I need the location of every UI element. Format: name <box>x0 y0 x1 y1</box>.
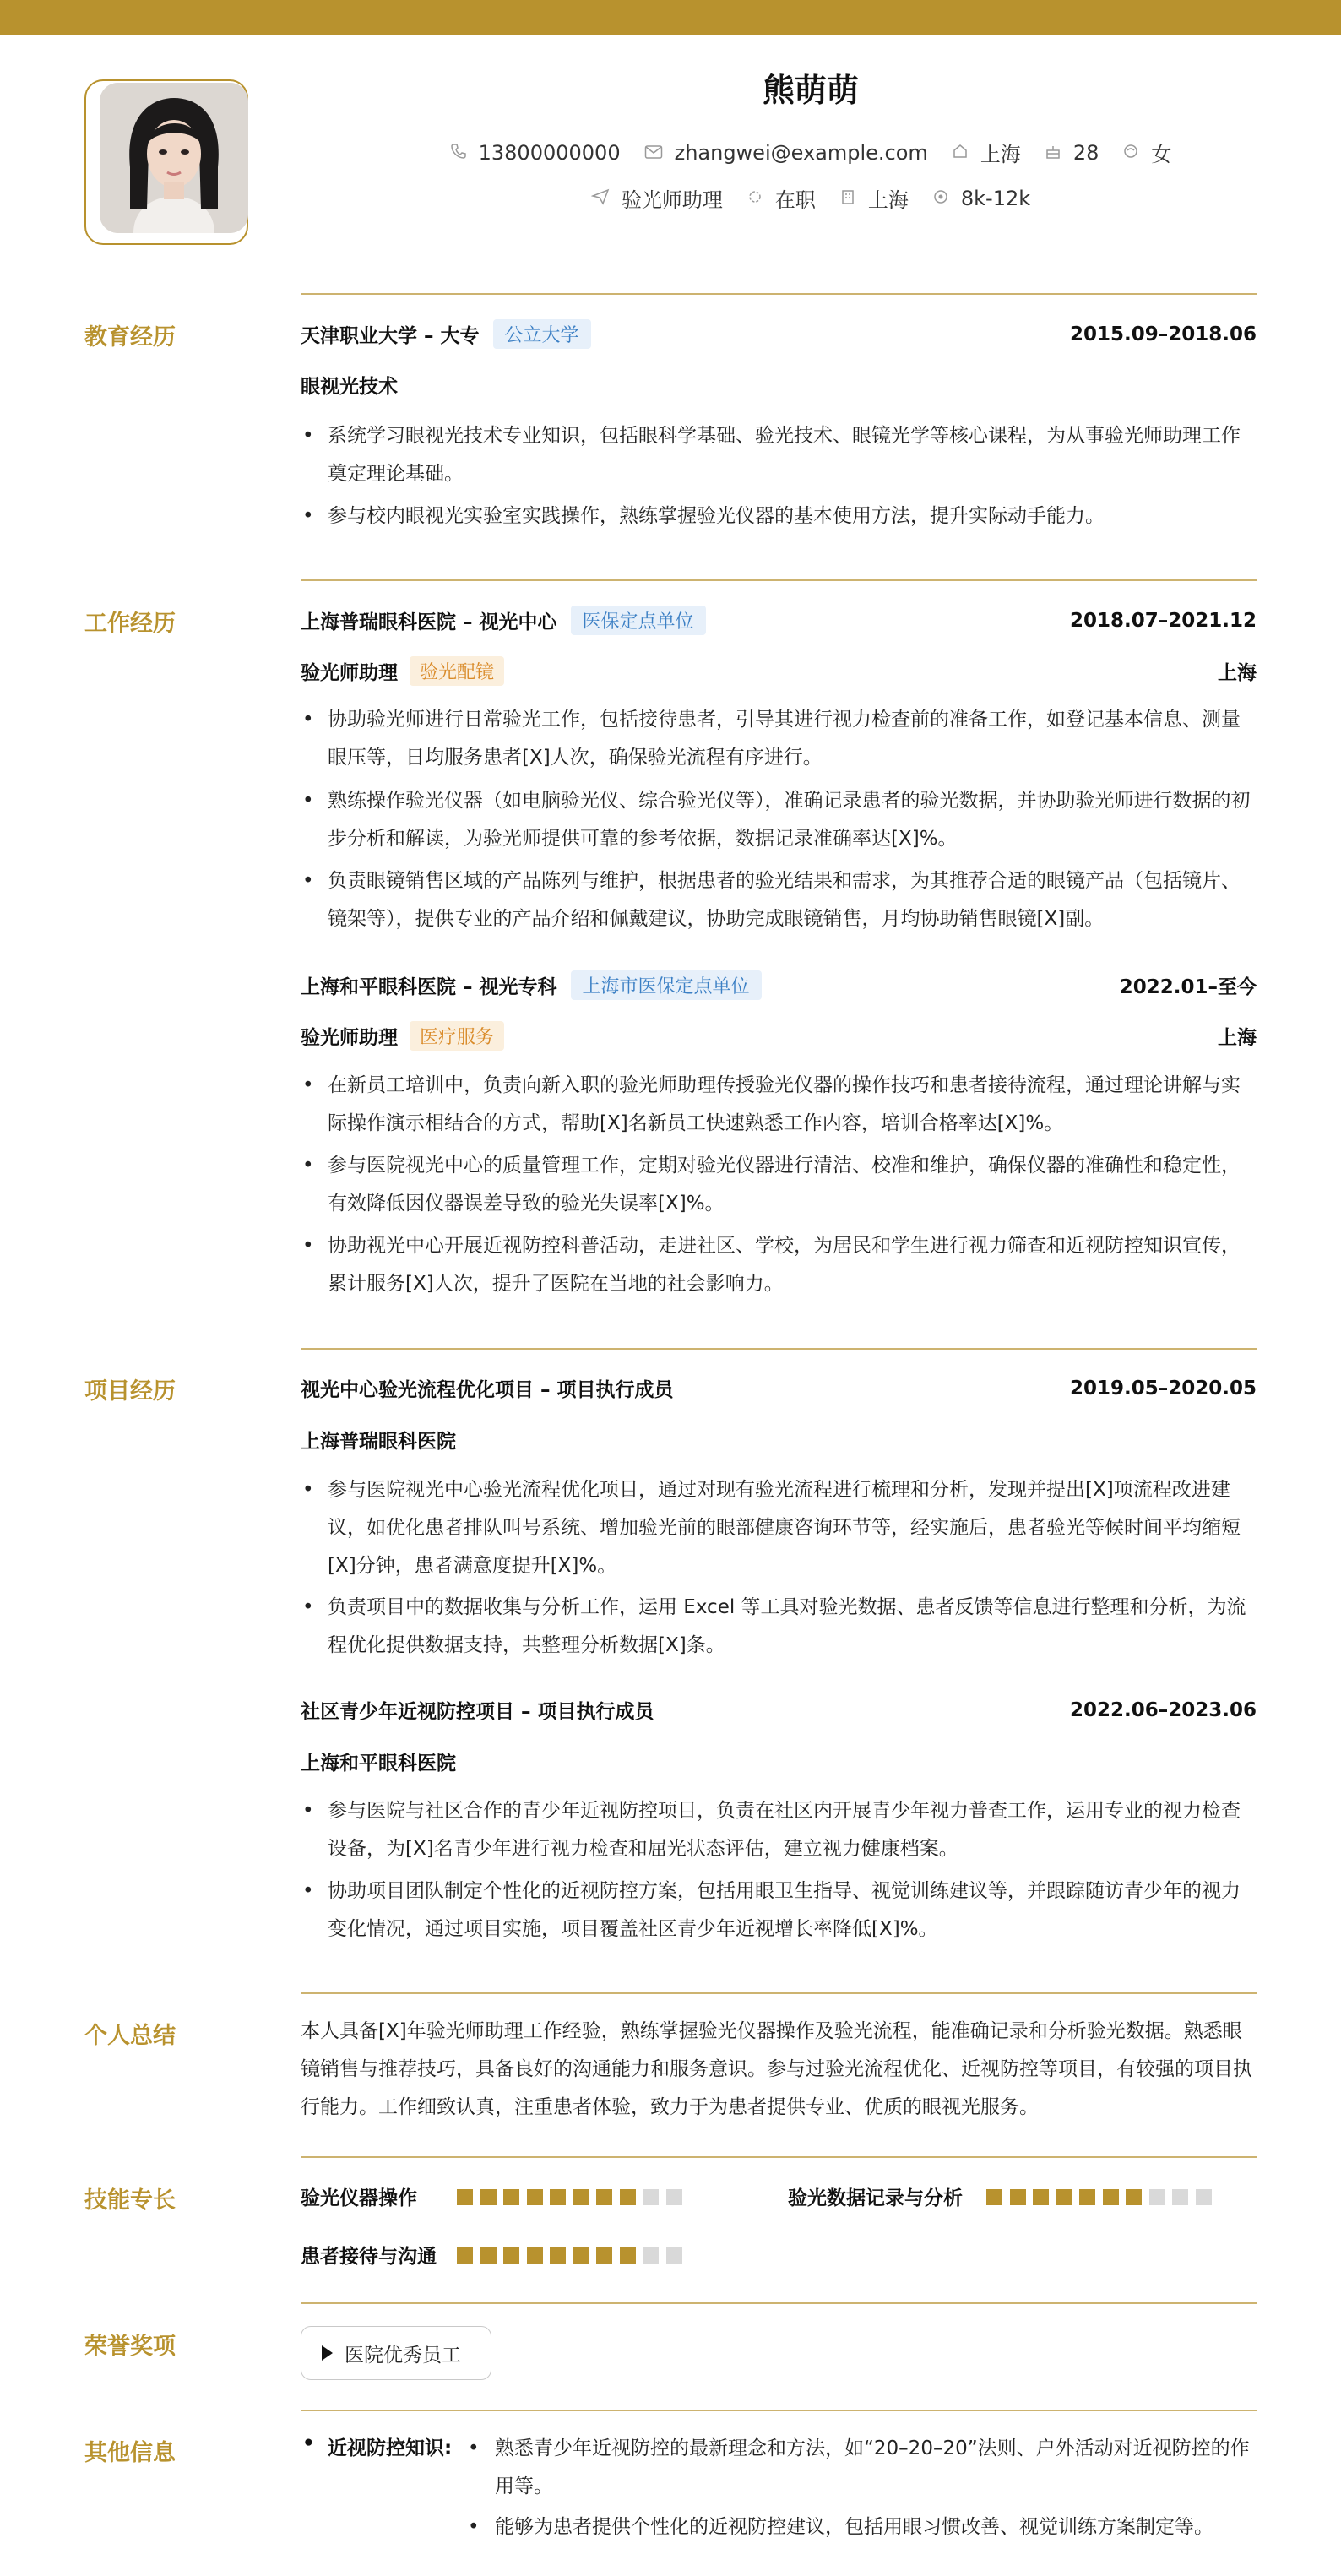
skill-level-bar <box>457 2189 689 2205</box>
skill-name: 验光数据记录与分析 <box>788 2187 963 2209</box>
job-target-item <box>591 183 723 213</box>
phone-icon <box>450 141 467 165</box>
top-accent-bar <box>0 0 1341 35</box>
section-title-summary: 个人总结 <box>84 2023 176 2049</box>
email-text: zhangwei@example.com <box>674 140 928 165</box>
award-badge <box>301 2326 491 2380</box>
divider <box>301 2410 1257 2411</box>
summary-text: 本人具备[X]年验光师助理工作经验，熟练掌握验光仪器操作及验光流程，能准确记录和分析验光数据。熟悉眼镜销售与推荐技巧，具备良好的沟通能力和服务意识。参与过验光流程优化、近视防控等项目，有较强的项目执行能力。工作细致认真，注重患者体验，致力于为患者提供专业、优质的眼视光服务。 <box>301 2020 1252 2118</box>
skill-level-filled <box>1126 2189 1142 2205</box>
status-item <box>747 183 816 213</box>
project-dates: 2019.05–2020.05 <box>1069 1377 1257 1399</box>
section-title-work: 工作经历 <box>84 611 176 637</box>
project-header <box>301 1374 1257 1402</box>
skill-level-empty <box>643 2189 659 2205</box>
skill-level-filled <box>620 2189 636 2205</box>
skill-name: 验光仪器操作 <box>301 2187 417 2209</box>
phone-item <box>450 141 621 165</box>
role-row <box>301 1021 1257 1051</box>
avatar <box>100 83 248 233</box>
mail-icon <box>644 141 663 165</box>
skill-level-filled <box>1056 2189 1072 2205</box>
project-name: 社区青少年近视防控项目 – 项目执行成员 <box>301 1701 654 1723</box>
email-item <box>644 141 928 165</box>
divider <box>301 2302 1257 2304</box>
phone-text: 13800000000 <box>478 140 621 165</box>
skill-level-empty <box>1196 2189 1212 2205</box>
candidate-name: 熊萌萌 <box>762 72 859 109</box>
list-item: • 系统学习眼视光技术专业知识，包括眼科学基础、验光技术、眼镜光学等核心课程，为从事验光师助理工作奠定理论基础。 <box>301 417 1257 493</box>
skill-level-filled <box>596 2247 612 2264</box>
contact-row <box>405 138 1216 167</box>
skill-level-filled <box>550 2189 566 2205</box>
skill-name: 患者接待与沟通 <box>301 2246 437 2268</box>
job-location: 上海 <box>1218 1027 1257 1049</box>
list-item: • 参与校内眼视光实验室实践操作，熟练掌握验光仪器的基本使用方法，提升实际动手能力。 <box>301 497 1257 535</box>
gender-item <box>1122 138 1171 167</box>
list-item: • 协助验光师进行日常验光工作，包括接待患者，引导其进行视力检查前的准备工作，如登记基本信息、测量眼压等，日均服务患者[X]人次，确保验光流程有序进行。 <box>301 701 1257 777</box>
other-label <box>309 2432 452 2460</box>
skill-level-bar <box>986 2189 1219 2205</box>
major-row <box>301 371 1257 399</box>
coin-icon <box>932 187 949 210</box>
other-label-text: 近视防控知识: <box>328 2437 453 2459</box>
status-text: 在职 <box>774 188 816 212</box>
job-target-text: 验光师助理 <box>621 188 723 212</box>
project-org: 上海普瑞眼科医院 <box>301 1431 456 1453</box>
education-header <box>301 319 1257 349</box>
skill-level-filled <box>1103 2189 1119 2205</box>
section-title-projects: 项目经历 <box>84 1378 176 1405</box>
skill-level-empty <box>1149 2189 1165 2205</box>
cake-icon <box>1045 141 1061 165</box>
role-row <box>301 656 1257 686</box>
work-city-item <box>839 183 909 213</box>
status-icon <box>747 187 763 210</box>
skill-level-filled <box>503 2189 519 2205</box>
list-item: • 协助项目团队制定个性化的近视防控方案，包括用眼卫生指导、视觉训练建议等，并跟踪随访青少年的视力变化情况，通过项目实施，项目覆盖社区青少年近视增长率降低[X]%。 <box>301 1872 1257 1948</box>
school-name: 天津职业大学 – 大专 <box>301 325 480 347</box>
org-tag: 上海市医保定点单位 <box>571 970 762 1000</box>
list-item: • 在新员工培训中，负责向新入职的验光师助理传授验光仪器的操作技巧和患者接待流程，通过理论讲解与实际操作演示相结合的方式，帮助[X]名新员工快速熟悉工作内容，培训合格率达[X]%。 <box>301 1067 1257 1143</box>
list-item: • 参与医院视光中心验光流程优化项目，通过对现有验光流程进行梳理和分析，发现并提出[X]项流程改进建议，如优化患者排队叫号系统、增加验光前的眼部健康咨询环节等，经实施后，患者验光等候时间平均缩短[X]分钟，患者满意度提升[X]%。 <box>301 1471 1257 1585</box>
age-item <box>1045 141 1099 165</box>
work-city-text: 上海 <box>867 188 909 212</box>
job-location: 上海 <box>1218 662 1257 684</box>
job-dates: 2018.07–2021.12 <box>1069 609 1257 632</box>
section-title-education: 教育经历 <box>84 324 176 351</box>
project-org-row <box>301 1747 1257 1775</box>
salary-text: 8k-12k <box>960 186 1031 210</box>
skill-level-filled <box>986 2189 1002 2205</box>
divider <box>301 1348 1257 1350</box>
award-text: 医院优秀员工 <box>345 2344 461 2367</box>
list-item: • 熟练操作验光仪器（如电脑验光仪、综合验光仪等），准确记录患者的验光数据，并协助验光师进行数据的初步分析和解读，为验光师提供可靠的参考依据，数据记录准确率达[X]%。 <box>301 782 1257 858</box>
skill-level-filled <box>620 2247 636 2264</box>
skill-level-filled <box>1033 2189 1049 2205</box>
project-name: 视光中心验光流程优化项目 – 项目执行成员 <box>301 1379 674 1401</box>
city-text: 上海 <box>980 143 1021 166</box>
major: 眼视光技术 <box>301 376 398 398</box>
section-title-other: 其他信息 <box>84 2440 176 2466</box>
skill-level-filled <box>527 2247 543 2264</box>
role-tag: 医疗服务 <box>410 1021 504 1051</box>
skill-level-empty <box>666 2189 682 2205</box>
skill-level-filled <box>596 2189 612 2205</box>
skill-level-filled <box>503 2247 519 2264</box>
home-icon <box>952 141 969 165</box>
section-title-skills: 技能专长 <box>84 2187 176 2214</box>
skill-level-filled <box>550 2247 566 2264</box>
skill-level-filled <box>457 2247 473 2264</box>
gender-text: 女 <box>1151 143 1172 166</box>
list-item: • 负责项目中的数据收集与分析工作，运用 Excel 等工具对验光数据、患者反馈等信息进行整理和分析，为流程优化提供数据支持，共整理分析数据[X]条。 <box>301 1589 1257 1665</box>
org-name: 上海普瑞眼科医院 – 视光中心 <box>301 611 557 633</box>
project-dates: 2022.06–2023.06 <box>1069 1698 1257 1721</box>
list-item: • 参与医院与社区合作的青少年近视防控项目，负责在社区内开展青少年视力普查工作，运用专业的视力检查设备，为[X]名青少年进行视力检查和屈光状态评估，建立视力健康档案。 <box>301 1792 1257 1868</box>
skill-level-filled <box>573 2247 589 2264</box>
education-dates: 2015.09–2018.06 <box>1069 323 1257 345</box>
skill-level-filled <box>480 2189 497 2205</box>
role-name: 验光师助理 <box>301 1027 398 1049</box>
skill-level-filled <box>457 2189 473 2205</box>
school-tag: 公立大学 <box>493 319 591 349</box>
city-item <box>952 138 1021 167</box>
section-title-honors: 荣誉奖项 <box>84 2334 176 2360</box>
skill-level-filled <box>573 2189 589 2205</box>
skill-level-filled <box>480 2247 497 2264</box>
list-item: • 参与医院视光中心的质量管理工作，定期对验光仪器进行清洁、校准和维护，确保仪器的准确性和稳定性，有效降低因仪器误差导致的验光失误率[X]%。 <box>301 1147 1257 1223</box>
skill-level-empty <box>666 2247 682 2264</box>
job-header <box>301 970 1257 1000</box>
skill-level-bar <box>457 2247 689 2264</box>
divider <box>301 1992 1257 1994</box>
list-item: • 熟悉青少年近视防控的最新理念和方法，如“20–20–20”法则、户外活动对近视防控的作用等。 <box>468 2430 1257 2506</box>
role-tag: 验光配镜 <box>410 656 504 686</box>
job-header <box>301 606 1257 635</box>
project-org: 上海和平眼科医院 <box>301 1753 456 1774</box>
skill-level-filled <box>1079 2189 1095 2205</box>
divider <box>301 579 1257 581</box>
skill-level-filled <box>1010 2189 1026 2205</box>
send-icon <box>591 187 610 210</box>
list-item: • 负责眼镜销售区域的产品陈列与维护，根据患者的验光结果和需求，为其推荐合适的眼镜产品（包括镜片、镜架等），提供专业的产品介绍和佩戴建议，协助完成眼镜销售，月均协助销售眼镜[X]副。 <box>301 862 1257 938</box>
skill-level-filled <box>527 2189 543 2205</box>
org-name: 上海和平眼科医院 – 视光专科 <box>301 976 557 998</box>
play-icon <box>322 2345 333 2361</box>
building-icon <box>839 187 856 210</box>
skill-level-empty <box>643 2247 659 2264</box>
project-org-row <box>301 1426 1257 1454</box>
list-item: • 能够为患者提供个性化的近视防控建议，包括用眼习惯改善、视觉训练方案制定等。 <box>468 2508 1257 2546</box>
list-item: • 协助视光中心开展近视防控科普活动，走进社区、学校，为居民和学生进行视力筛查和近视防控知识宣传，累计服务[X]人次，提升了医院在当地的社会影响力。 <box>301 1227 1257 1303</box>
org-tag: 医保定点单位 <box>571 606 706 635</box>
gender-icon <box>1122 141 1139 165</box>
job-dates: 2022.01–至今 <box>1119 976 1257 998</box>
divider <box>301 2156 1257 2158</box>
skill-level-empty <box>1172 2189 1188 2205</box>
divider <box>301 293 1257 295</box>
job-intent-row <box>405 183 1216 213</box>
age-text: 28 <box>1072 140 1099 165</box>
role-name: 验光师助理 <box>301 662 398 684</box>
project-header <box>301 1696 1257 1724</box>
salary-item <box>932 187 1030 210</box>
